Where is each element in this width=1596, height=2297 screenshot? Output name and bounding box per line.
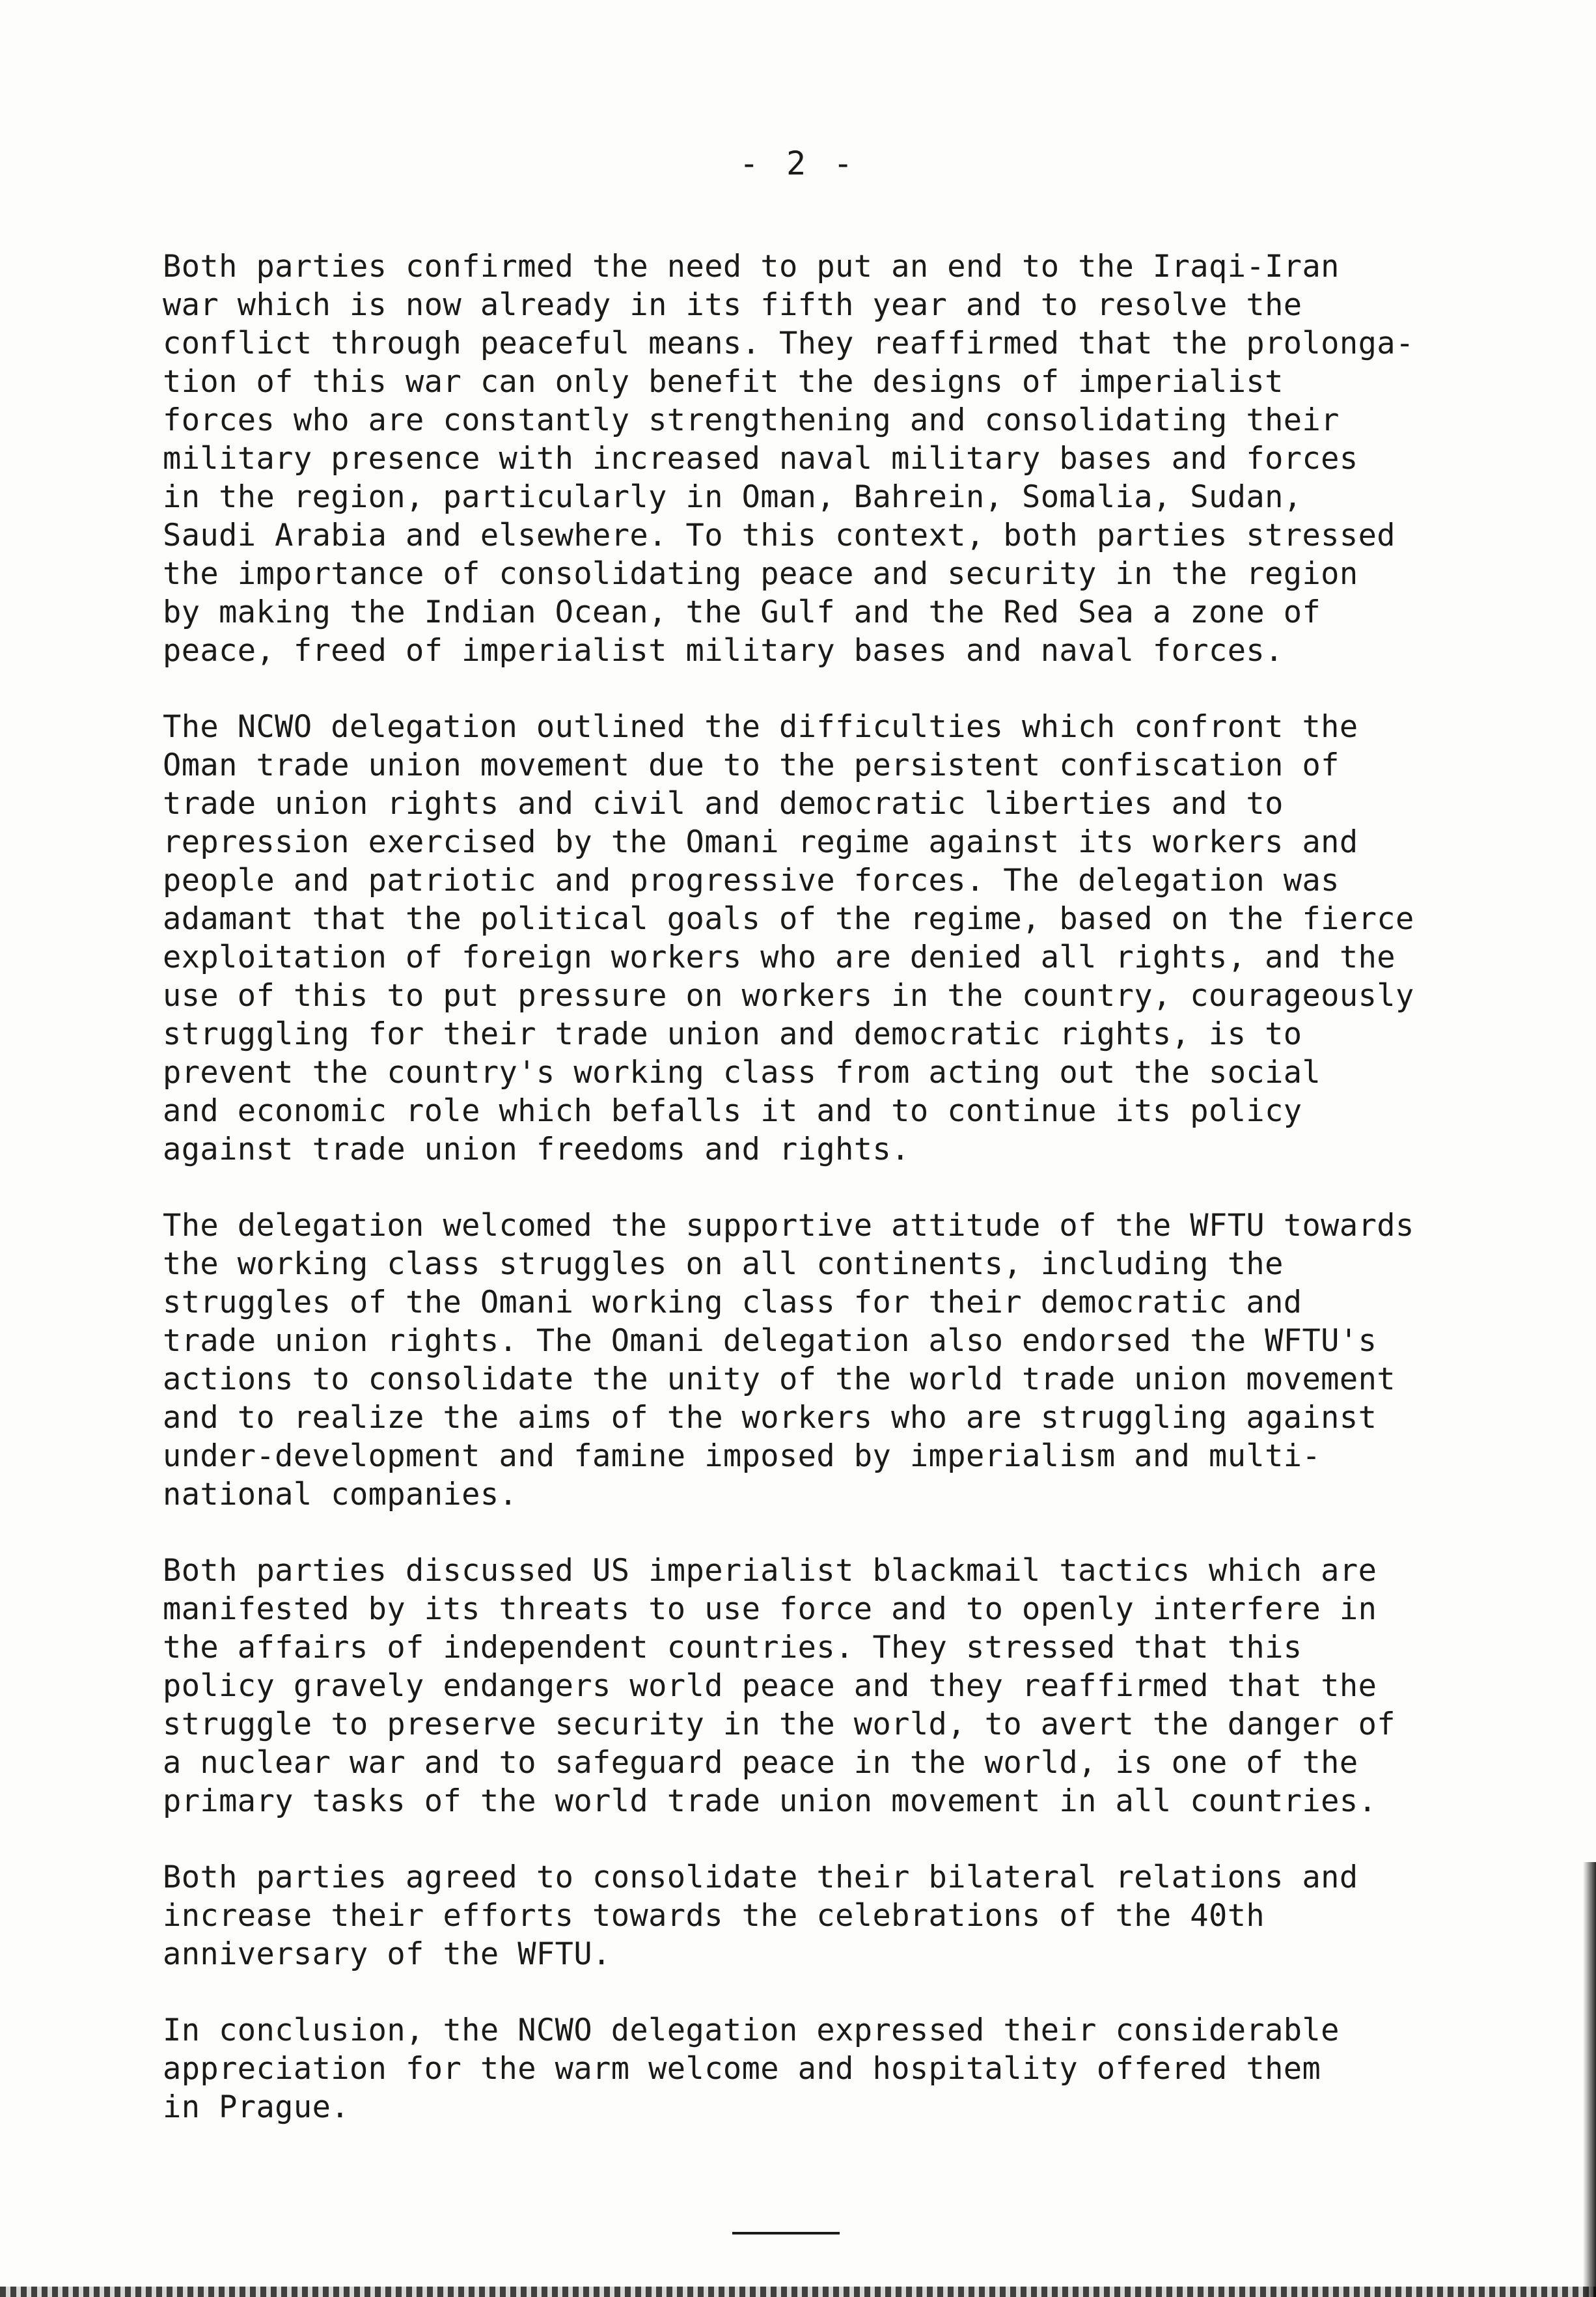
text-line: and to realize the aims of the workers who are struggling against	[163, 1400, 1377, 1436]
text-line: adamant that the political goals of the regime, based on the fierce	[163, 901, 1414, 937]
text-line: by making the Indian Ocean, the Gulf and the Red Sea a zone of	[163, 594, 1321, 630]
paragraph-oman-trade-union	[163, 708, 1504, 1169]
paragraph-bilateral-relations	[163, 1858, 1504, 1973]
text-line: trade union rights. The Omani delegation also endorsed the WFTU's	[163, 1323, 1377, 1359]
text-line: struggling for their trade union and democratic rights, is to	[163, 1016, 1302, 1052]
text-line: peace, freed of imperialist military bases and naval forces.	[163, 633, 1284, 669]
scan-edge-shadow-bottom	[0, 2287, 1596, 2297]
text-line: primary tasks of the world trade union movement in all countries.	[163, 1783, 1377, 1819]
text-line: Oman trade union movement due to the persistent confiscation of	[163, 747, 1340, 783]
text-line: a nuclear war and to safeguard peace in the world, is one of the	[163, 1745, 1358, 1781]
end-of-document-rule	[732, 2232, 840, 2234]
text-line: in Prague.	[163, 2089, 350, 2125]
text-line: forces who are constantly strengthening and consolidating their	[163, 402, 1340, 438]
text-line: anniversary of the WFTU.	[163, 1936, 611, 1972]
text-line: Both parties agreed to consolidate their bilateral relations and	[163, 1859, 1358, 1895]
page-number: - 2 -	[739, 145, 857, 182]
paragraph-conclusion	[163, 2011, 1504, 2126]
text-line: the affairs of independent countries. They stressed that this	[163, 1630, 1302, 1665]
text-line: actions to consolidate the unity of the world trade union movement	[163, 1361, 1396, 1397]
text-line: appreciation for the warm welcome and hospitality offered them	[163, 2051, 1321, 2087]
text-line: trade union rights and civil and democratic liberties and to	[163, 786, 1284, 822]
text-line: tion of this war can only benefit the designs of imperialist	[163, 364, 1284, 400]
paragraph-us-imperialism	[163, 1552, 1504, 1820]
text-line: exploitation of foreign workers who are denied all rights, and the	[163, 940, 1396, 975]
text-line: against trade union freedoms and rights.	[163, 1132, 910, 1167]
text-line: and economic role which befalls it and to continue its policy	[163, 1093, 1302, 1129]
text-line: Both parties confirmed the need to put an end to the Iraqi-Iran	[163, 249, 1340, 285]
text-line: prevent the country's working class from acting out the social	[163, 1055, 1321, 1091]
text-line: The delegation welcomed the supportive attitude of the WFTU towards	[163, 1208, 1414, 1244]
paragraph-wftu-support	[163, 1206, 1504, 1514]
text-line: repression exercised by the Omani regime against its workers and	[163, 824, 1358, 860]
document-body	[163, 247, 1504, 2164]
text-line: use of this to put pressure on workers in the country, courageously	[163, 978, 1414, 1014]
text-line: In conclusion, the NCWO delegation expressed their considerable	[163, 2012, 1340, 2048]
text-line: manifested by its threats to use force and to openly interfere in	[163, 1591, 1377, 1627]
text-line: struggle to preserve security in the world, to avert the danger of	[163, 1706, 1396, 1742]
text-line: conflict through peaceful means. They reaffirmed that the prolonga-	[163, 326, 1414, 361]
text-line: Both parties discussed US imperialist blackmail tactics which are	[163, 1553, 1377, 1589]
text-line: national companies.	[163, 1477, 518, 1512]
text-line: military presence with increased naval military bases and forces	[163, 441, 1358, 477]
text-line: the working class struggles on all continents, including the	[163, 1246, 1284, 1282]
text-line: in the region, particularly in Oman, Bahrein, Somalia, Sudan,	[163, 479, 1302, 515]
text-line: struggles of the Omani working class for their democratic and	[163, 1285, 1302, 1320]
paragraph-iraq-iran-war	[163, 247, 1504, 670]
text-line: Saudi Arabia and elsewhere. To this context, both parties stressed	[163, 518, 1396, 553]
text-line: increase their efforts towards the celebrations of the 40th	[163, 1898, 1265, 1934]
scan-edge-shadow-right	[1583, 1862, 1596, 2297]
text-line: under-development and famine imposed by imperialism and multi-	[163, 1438, 1321, 1474]
text-line: people and patriotic and progressive forces. The delegation was	[163, 863, 1340, 898]
text-line: policy gravely endangers world peace and they reaffirmed that the	[163, 1668, 1377, 1704]
text-line: The NCWO delegation outlined the difficulties which confront the	[163, 709, 1358, 745]
text-line: the importance of consolidating peace and security in the region	[163, 556, 1358, 592]
text-line: war which is now already in its fifth year and to resolve the	[163, 287, 1302, 323]
